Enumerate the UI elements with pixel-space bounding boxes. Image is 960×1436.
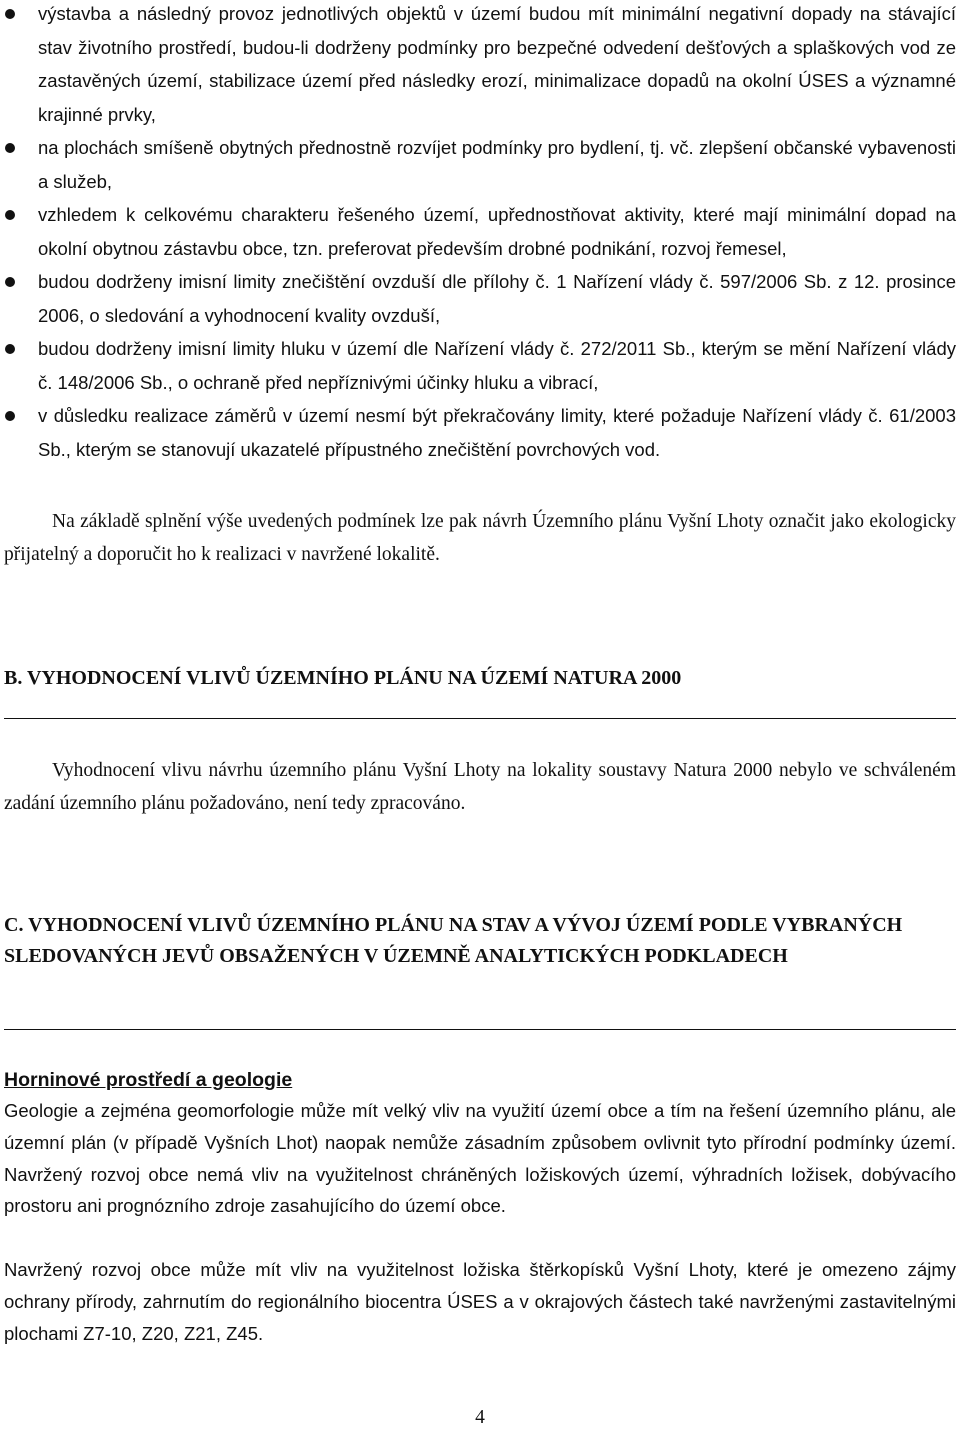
list-item bbox=[0, 266, 960, 333]
bullet-icon bbox=[5, 411, 15, 421]
list-item bbox=[0, 132, 960, 199]
bullet-icon bbox=[5, 277, 15, 287]
section-c-rule bbox=[4, 1029, 956, 1030]
subsection-heading: Horninové prostředí a geologie bbox=[4, 1069, 293, 1091]
bullet-text: vzhledem k celkovému charakteru řešeného území, upřednostňovat aktivity, které mají minimální dopad na okolní obytnou zástavbu obce, tzn. preferovat především drobné podnikání, rozvoj řemesel, bbox=[38, 204, 956, 259]
bullet-icon bbox=[5, 210, 15, 220]
bullet-text: budou dodrženy imisní limity znečištění ovzduší dle přílohy č. 1 Nařízení vlády č. 597/2006 Sb. z 12. prosince 2006, o sledování a vyhodnocení kvality ovzduší, bbox=[38, 271, 956, 326]
section-b-rule bbox=[4, 718, 956, 719]
geology-paragraph-1: Geologie a zejména geomorfologie může mít velký vliv na využití území obce a tím na řešení územního plánu, ale územní plán (v případě Vyšních Lhot) naopak nemůže zásadním způsobem ovlivnit tyto přírodní podmínky území. Navržený rozvoj obce nemá vliv na využitelnost chráněných ložiskových území, výhradních ložisek, dobývacího prostoru ani prognózního zdroje zasahujícího do území obce. bbox=[4, 1100, 956, 1217]
bullet-text: výstavba a následný provoz jednotlivých objektů v území budou mít minimální negativní dopady na stávající stav životního prostředí, budou-li dodrženy podmínky pro bezpečné odvedení dešťových a splaškových vod ze zastavěných území, stabilizace území před následky erozí, minimalizace dopadů na okolní ÚSES a významné krajinné prvky, bbox=[38, 3, 956, 125]
list-item bbox=[0, 400, 960, 467]
section-b-paragraph: Vyhodnocení vlivu návrhu územního plánu Vyšní Lhoty na lokality soustavy Natura 2000 nebylo ve schváleném zadání územního plánu požadováno, není tedy zpracováno. bbox=[4, 760, 956, 814]
page-number: 4 bbox=[475, 1407, 485, 1428]
bullet-icon bbox=[5, 344, 15, 354]
bullet-icon bbox=[5, 9, 15, 19]
bullet-icon bbox=[5, 143, 15, 153]
geology-paragraph-2: Navržený rozvoj obce může mít vliv na využitelnost ložiska štěrkopísků Vyšní Lhoty, které je omezeno zájmy ochrany přírody, zahrnutím do regionálního biocentra ÚSES a v okrajových částech také navrženými zastavitelnými plochami Z7-10, Z20, Z21, Z45. bbox=[4, 1259, 956, 1344]
section-b-heading: B. VYHODNOCENÍ VLIVŮ ÚZEMNÍHO PLÁNU NA ÚZEMÍ NATURA 2000 bbox=[4, 667, 682, 689]
list-item bbox=[0, 199, 960, 266]
conditions-bullet-list bbox=[0, 0, 960, 467]
list-item bbox=[0, 0, 960, 132]
bullet-text: na plochách smíšeně obytných přednostně rozvíjet podmínky pro bydlení, tj. vč. zlepšení občanské vybavenosti a služeb, bbox=[38, 137, 956, 192]
section-c-heading: C. VYHODNOCENÍ VLIVŮ ÚZEMNÍHO PLÁNU NA STAV A VÝVOJ ÚZEMÍ PODLE VYBRANÝCH SLEDOVANÝCH JEVŮ OBSAŽENÝCH V ÚZEMNĚ ANALYTICKÝCH PODKLADECH bbox=[4, 914, 903, 967]
conclusion-paragraph: Na základě splnění výše uvedených podmínek lze pak návrh Územního plánu Vyšní Lhoty označit jako ekologicky přijatelný a doporučit ho k realizaci v navržené lokalitě. bbox=[4, 511, 956, 565]
list-item bbox=[0, 333, 960, 400]
bullet-text: v důsledku realizace záměrů v území nesmí být překračovány limity, které požaduje Nařízení vlády č. 61/2003 Sb., kterým se stanovují ukazatelé přípustného znečištění povrchových vod. bbox=[38, 405, 956, 460]
bullet-text: budou dodrženy imisní limity hluku v území dle Nařízení vlády č. 272/2011 Sb., kterým se mění Nařízení vlády č. 148/2006 Sb., o ochraně před nepříznivými účinky hluku a vibrací, bbox=[38, 338, 956, 393]
